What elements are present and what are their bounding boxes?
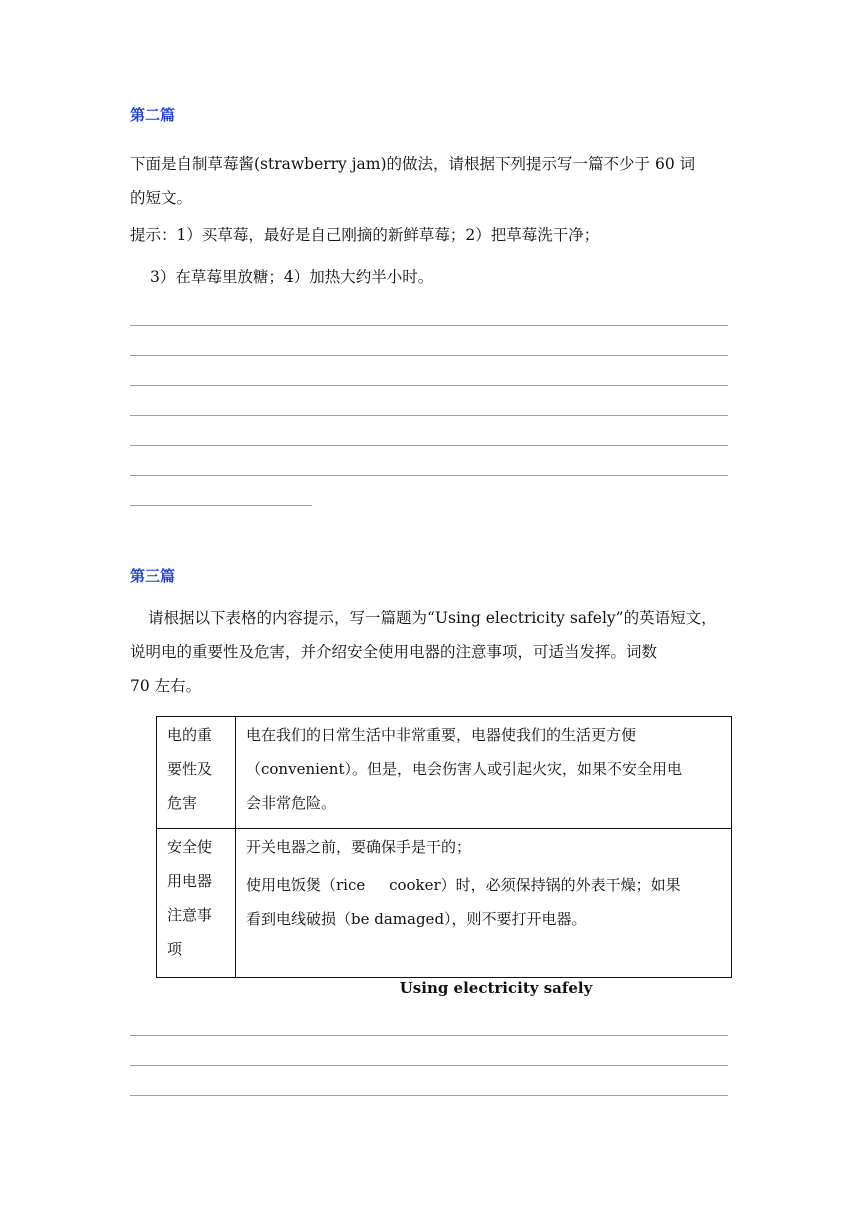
label-text: 电的重 xyxy=(167,726,213,744)
section3-intro-line3: 70 左右。 xyxy=(130,677,202,695)
content-text: 看到电线破损（be damaged），则不要打开电器。 xyxy=(246,910,587,928)
section3-heading: 第三篇 xyxy=(130,567,176,585)
answer-line xyxy=(130,385,728,386)
answer-line xyxy=(130,1035,728,1036)
section3-intro-line2: 说明电的重要性及危害，并介绍安全使用电器的注意事项，可适当发挥。词数 xyxy=(130,643,658,661)
answer-line xyxy=(130,445,728,446)
content-text: 使用电饭煲（rice cooker）时，必须保持锅的外表干燥；如果 xyxy=(246,876,681,894)
answer-line xyxy=(130,1065,728,1066)
row-content-safety xyxy=(236,829,732,978)
section2-intro-line2: 的短文。 xyxy=(130,189,193,207)
label-text: 危害 xyxy=(167,794,198,812)
content-text: 会非常危险。 xyxy=(246,794,337,812)
label-text: 项 xyxy=(167,940,183,958)
section3-intro-line1: 请根据以下表格的内容提示，写一篇题为“Using electricity safely”的英语短文， xyxy=(148,609,717,627)
answer-line xyxy=(130,475,728,476)
answer-line xyxy=(130,415,728,416)
section2-hint-line2: 3）在草莓里放糖；4）加热大约半小时。 xyxy=(150,268,434,286)
table-row xyxy=(157,829,732,978)
answer-line xyxy=(130,1095,728,1096)
prompt-table xyxy=(156,716,732,978)
answer-line xyxy=(130,325,728,326)
row-content-importance xyxy=(236,717,732,829)
label-text: 用电器 xyxy=(167,872,213,890)
content-text: 开关电器之前，要确保手是干的； xyxy=(246,838,472,856)
label-text: 安全使 xyxy=(167,838,213,856)
row-label-importance xyxy=(157,717,236,829)
section2-heading: 第二篇 xyxy=(130,106,176,124)
label-text: 注意事 xyxy=(167,906,213,924)
section3-intro xyxy=(130,601,750,703)
content-text: 电在我们的日常生活中非常重要，电器使我们的生活更方便 xyxy=(246,726,637,744)
content-text: （convenient）。但是，电会伤害人或引起火灾，如果不安全用电 xyxy=(246,760,682,778)
section2-intro xyxy=(130,147,750,215)
table-row xyxy=(157,717,732,829)
section2-intro-line1: 下面是自制草莓酱(strawberry jam)的做法，请根据下列提示写一篇不少于 60 词 xyxy=(130,155,696,173)
section2-hint-line1: 提示：1）买草莓，最好是自己刚摘的新鲜草莓；2）把草莓洗干净； xyxy=(130,226,600,244)
essay-title: Using electricity safely xyxy=(399,979,593,997)
label-text: 要性及 xyxy=(167,760,213,778)
answer-line-short xyxy=(130,505,312,506)
row-label-safety xyxy=(157,829,236,978)
answer-line xyxy=(130,355,728,356)
